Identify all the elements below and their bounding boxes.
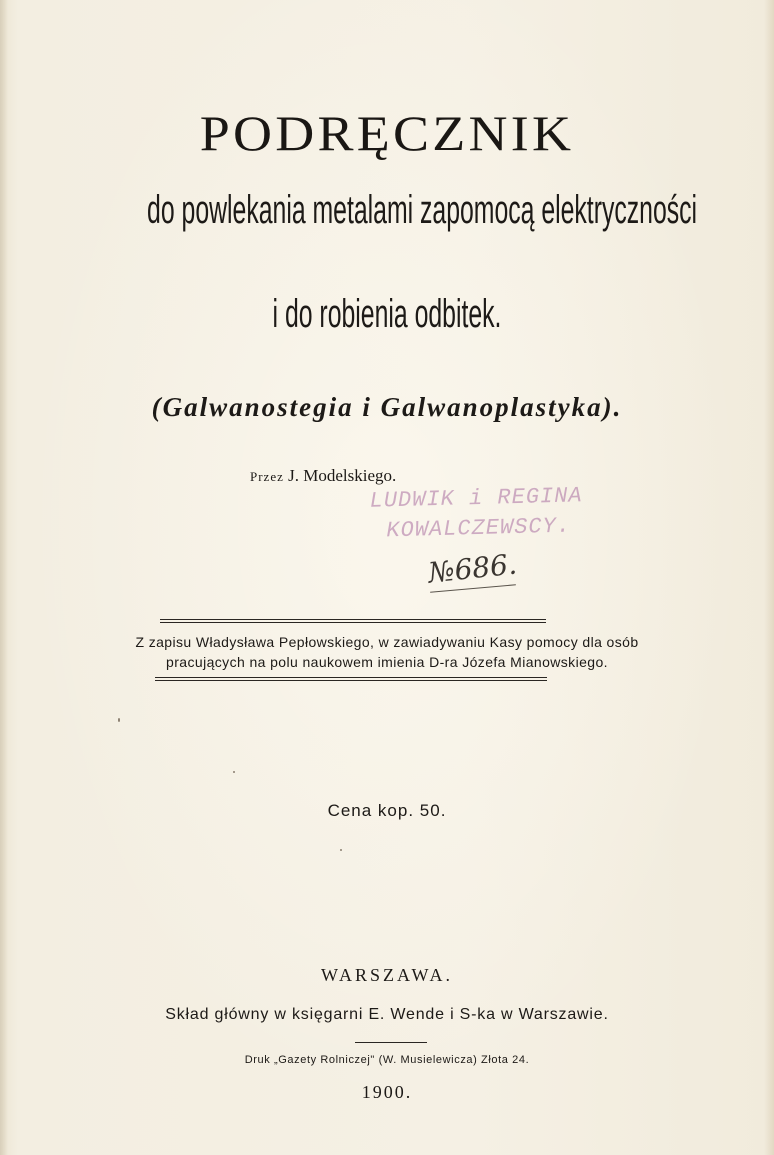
- author-prefix: Przez: [250, 469, 284, 484]
- short-divider: [355, 1042, 427, 1043]
- handwritten-inventory-number: №686.: [426, 547, 519, 590]
- book-title: PODRĘCZNIK: [199, 105, 575, 161]
- stamp-line-1: LUDWIK i REGINA: [369, 483, 583, 514]
- italic-subtitle: (Galwanostegia i Galwanoplastyka).: [151, 392, 623, 422]
- divider-bottom: [155, 677, 547, 681]
- subtitle-line-2: i do robienia odbitek.: [272, 292, 502, 336]
- subtitle-line-1: do powlekania metalami zapomocą elektryczności: [147, 188, 698, 232]
- note-line-2: pracujących na polu naukowem imienia D-ra Józefa Mianowskiego.: [166, 654, 608, 670]
- publication-year: 1900.: [361, 1082, 413, 1102]
- divider-top: [160, 619, 546, 623]
- author-name: J. Modelskiego.: [288, 466, 397, 485]
- paper-speck: [233, 771, 235, 773]
- printer-line: Druk „Gazety Rolniczej" (W. Musielewicza) Złota 24.: [244, 1054, 530, 1066]
- paper-speck: [340, 849, 342, 851]
- author-line: [250, 466, 396, 486]
- paper-speck: [118, 718, 120, 722]
- distributor-line: Skład główny w księgarni E. Wende i S-ka w Warszawie.: [165, 1006, 609, 1023]
- stamp-line-2: KOWALCZEWSCY.: [386, 513, 572, 544]
- ownership-stamp: [369, 481, 584, 547]
- publication-city: WARSZAWA.: [320, 965, 454, 985]
- note-line-1: Z zapisu Władysława Pepłowskiego, w zawiadywaniu Kasy pomocy dla osób: [135, 634, 639, 650]
- price: Cena kop. 50.: [327, 801, 447, 820]
